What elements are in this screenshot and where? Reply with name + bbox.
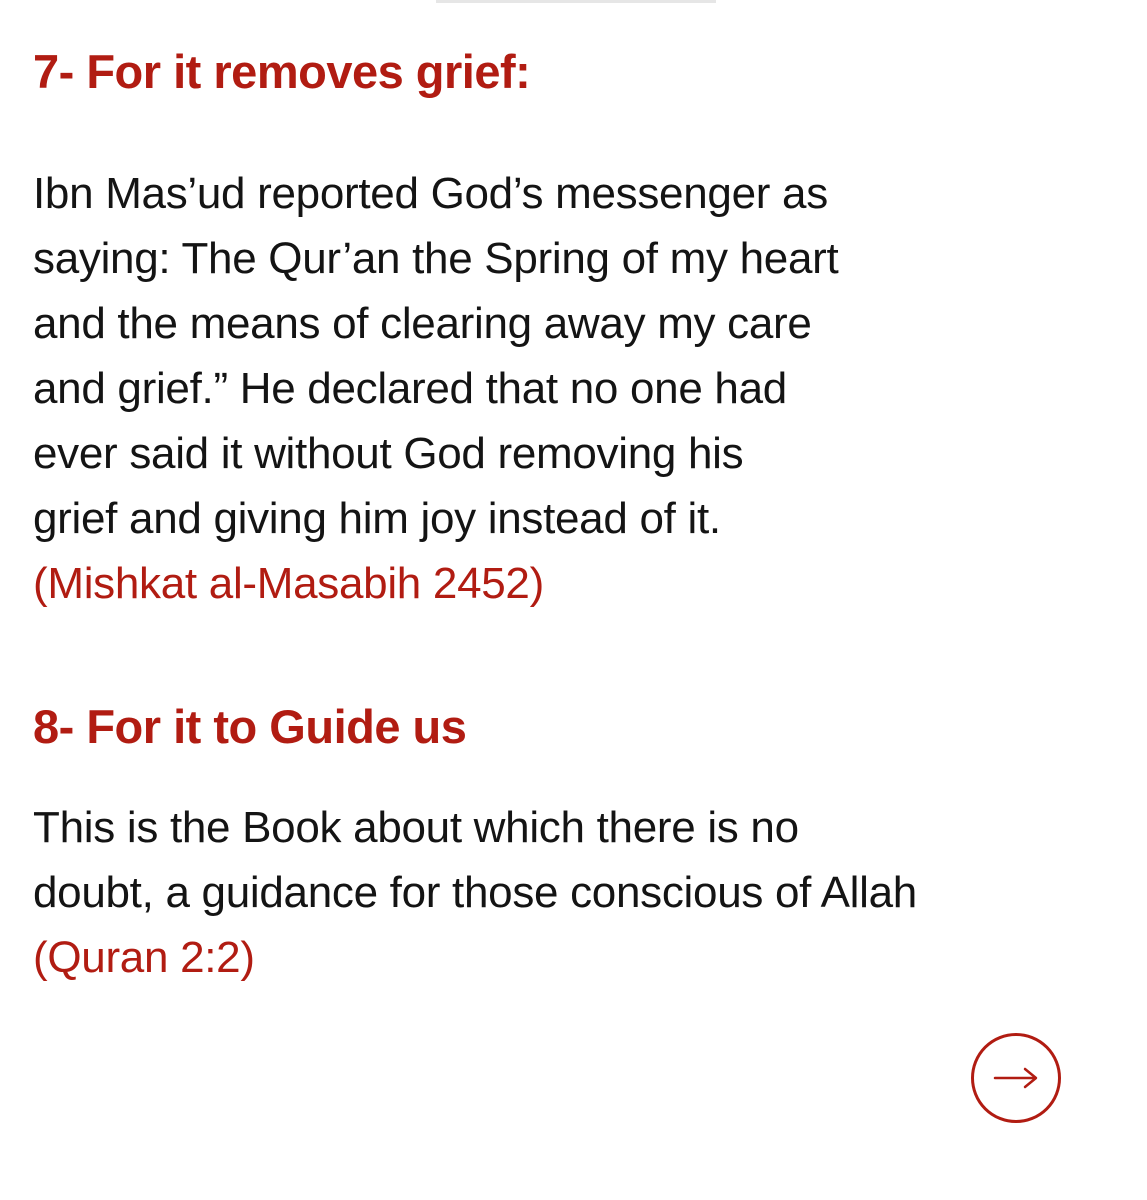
body-line: This is the Book about which there is no bbox=[33, 803, 799, 852]
top-divider bbox=[436, 0, 716, 3]
citation: (Mishkat al-Masabih 2452) bbox=[33, 559, 544, 608]
body-line: ever said it without God removing his bbox=[33, 429, 744, 478]
body-line: grief and giving him joy instead of it. bbox=[33, 494, 721, 543]
section-heading-8: 8- For it to Guide us bbox=[33, 700, 467, 753]
body-line: and grief.” He declared that no one had bbox=[33, 364, 787, 413]
section-body-7 bbox=[33, 161, 1123, 616]
body-line: and the means of clearing away my care bbox=[33, 299, 812, 348]
body-line: doubt, a guidance for those conscious of Allah bbox=[33, 868, 917, 917]
body-line: Ibn Mas’ud reported God’s messenger as bbox=[33, 169, 828, 218]
arrow-right-icon bbox=[993, 1066, 1039, 1090]
body-line: saying: The Qur’an the Spring of my heart bbox=[33, 234, 839, 283]
section-heading-7: 7- For it removes grief: bbox=[33, 45, 531, 98]
citation: (Quran 2:2) bbox=[33, 933, 255, 982]
section-body-8 bbox=[33, 795, 1123, 990]
next-button[interactable] bbox=[971, 1033, 1061, 1123]
